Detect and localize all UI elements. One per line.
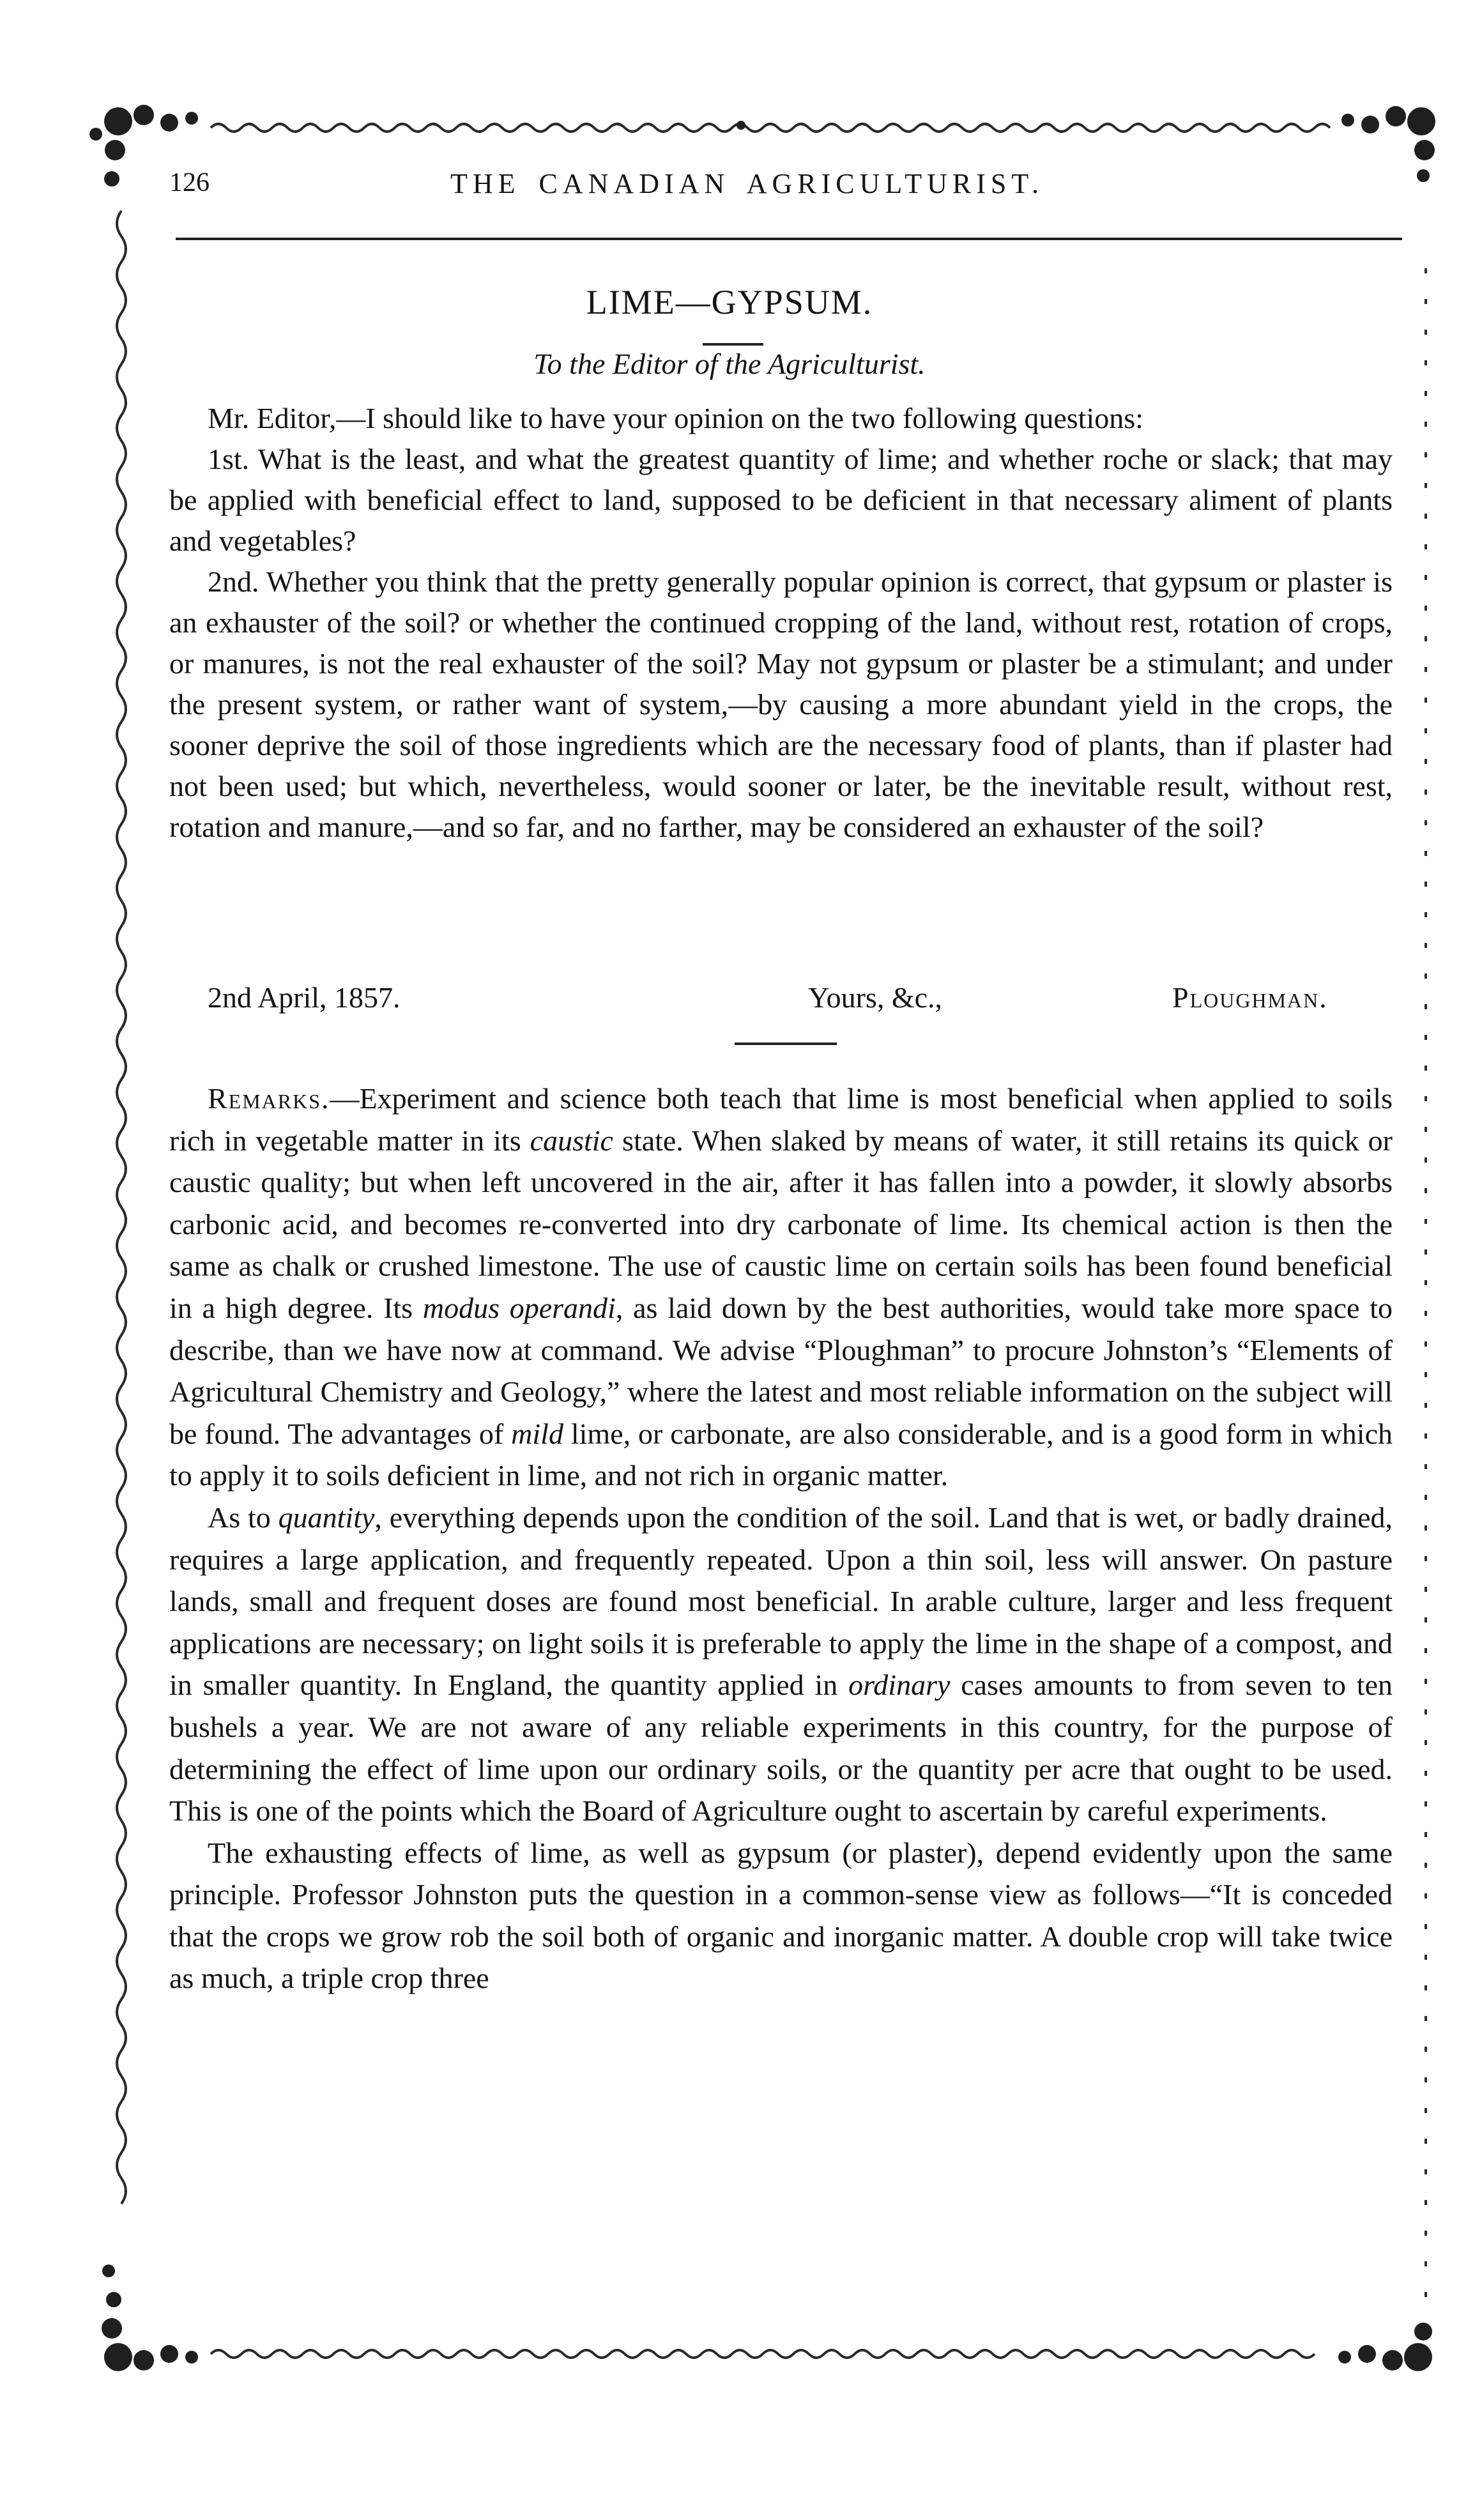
letter-paragraph: 2nd. Whether you think that the pretty generally popular opinion is correct, that gypsum or plaster is an exhauster of the soil? or whether the continued cropping of the land, without rest, rotation of crops, or manures, is not the real exhauster of the soil? May not gypsum or plaster be a stimulant; and under the present system, or rather want of system,—by causing a more abundant yield in the crops, the sooner deprive the soil of those ingredients which are the necessary food of plants, than if plaster had not been used; but which, nevertheless, would sooner or later, be the inevitable result, without rest, rotation and manure,—and so far, and no farther, may be considered an exhauster of the soil? (169, 565, 1393, 843)
remarks-paragraph: Remarks.—Experiment and science both teach that lime is most beneficial when applied to soils rich in vegetable matter in its caustic state. When slaked by means of water, it still retains its quick or caustic quality; but when left uncovered in the air, after it has fallen into a powder, it slowly absorbs carbonic acid, and becomes re-converted into dry carbonate of lime. Its chemical action is then the same as chalk or crushed limestone. The use of caustic lime on certain soils has been found beneficial in a high degree. Its modus operandi, as laid down by the best authorities, would take more space to describe, than we have now at command. We advise “Ploughman” to procure Johnston’s “Elements of Agricultural Chemistry and Geology,” where the latest and most reliable information on the subject will be found. The advantages of mild lime, or carbonate, are also considerable, and is a good form in which to apply it to soils deficient in lime, and not rich in organic matter. (169, 1082, 1393, 1492)
letter-date: 2nd April, 1857. (208, 981, 401, 1014)
remarks-lead: Remarks. (208, 1082, 330, 1115)
signature-rule (735, 1042, 837, 1045)
header-rule (176, 238, 1402, 240)
page-number: 126 (169, 168, 210, 197)
left-wave-rule (117, 211, 126, 2204)
remarks-paragraph: As to quantity, everything depends upon the condition of the soil. Land that is wet, or badly drained, requires a large application, and frequently repeated. Upon a thin soil, less will answer. On pasture lands, small and frequent doses are found most beneficial. In arable culture, larger and less frequent applications are necessary; on light soils it is preferable to apply the lime in the shape of a compost, and in smaller quantity. In England, the quantity applied in ordinary cases amounts to from seven to ten bushels a year. We are not aware of any reliable experiments in this country, for the purpose of determining the effect of lime upon our ordinary soils, or the quantity per acre that ought to be used. This is one of the points which the Board of Agriculture ought to ascertain by careful experiments. (169, 1501, 1393, 1828)
letter-signature: Ploughman. (1172, 981, 1328, 1014)
top-wave-rule (211, 124, 1330, 132)
article-title: LIME—GYPSUM. (586, 283, 873, 321)
letter-body (169, 398, 1393, 848)
top-center-ornament (737, 121, 745, 130)
bottom-left-ornament (102, 2264, 198, 2371)
bottom-wave-rule (211, 2350, 1315, 2358)
remarks-paragraph: The exhausting effects of lime, as well as gypsum (or plaster), depend evidently upon the same principle. Professor Johnston puts the question in a common-sense view as follows—“It is conceded that the crops we grow rob the soil both of organic and inorganic matter. A double crop will take twice as much, a triple crop three (169, 1836, 1393, 1995)
running-header (169, 167, 1396, 206)
letter-paragraph: Mr. Editor,—I should like to have your opinion on the two following questions: (208, 402, 1143, 434)
running-title: THE CANADIAN AGRICULTURIST. (450, 168, 1044, 199)
title-rule (703, 343, 763, 346)
salutation: To the Editor of the Agriculturist. (533, 347, 926, 380)
bottom-right-ornament (1338, 2323, 1432, 2371)
letter-closing: Yours, &c., (808, 981, 943, 1014)
remarks-body (169, 1078, 1393, 1999)
letter-paragraph: 1st. What is the least, and what the greatest quantity of lime; and whether roche or slack; that may be applied with beneficial effect to land, supposed to be deficient in that necessary aliment of plants and vegetables? (169, 443, 1393, 557)
